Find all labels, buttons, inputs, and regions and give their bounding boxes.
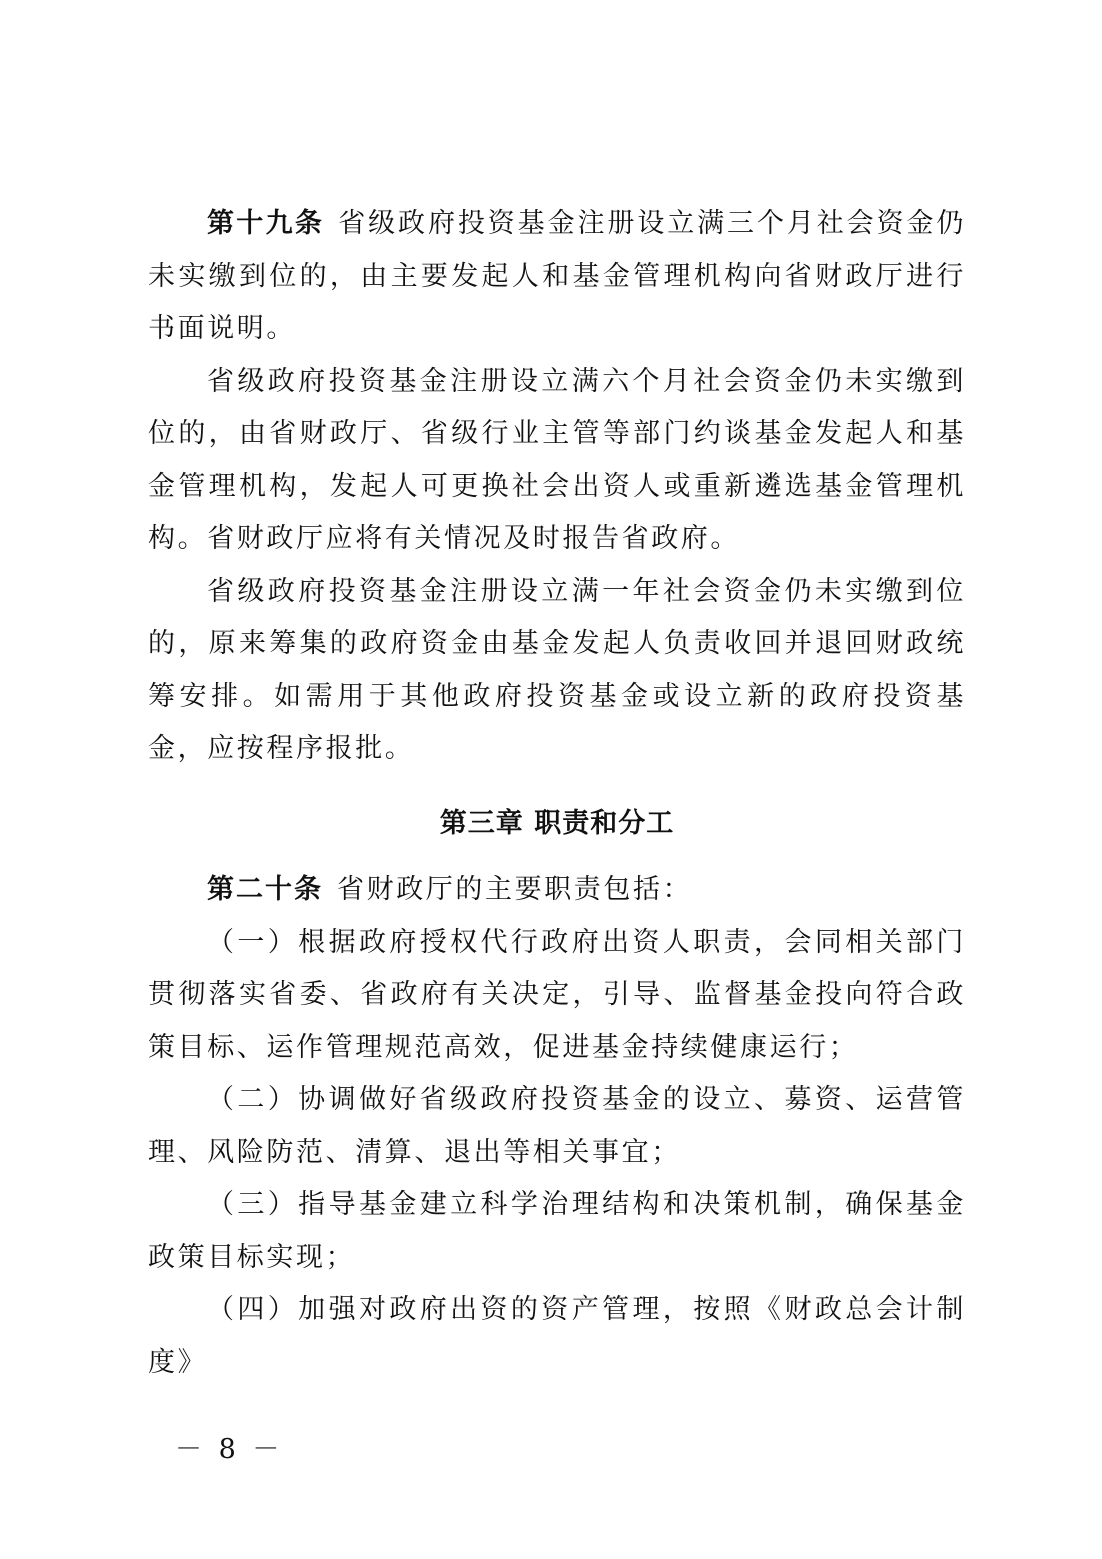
article-19-paragraph-2: 省级政府投资基金注册设立满六个月社会资金仍未实缴到位的，由省财政厅、省级行业主管等部门约谈基金发起人和基金管理机构，发起人可更换社会出资人或重新遴选基金管理机构。省财政厅应将有关情况及时报告省政府。: [148, 365, 966, 554]
article-19-paragraph-3: 省级政府投资基金注册设立满一年社会资金仍未实缴到位的，原来筹集的政府资金由基金发起人负责收回并退回财政统筹安排。如需用于其他政府投资基金或设立新的政府投资基金，应按程序报批。: [148, 575, 966, 764]
article-20-item-2: （二）协调做好省级政府投资基金的设立、募资、运营管理、风险防范、清算、退出等相关事宜；: [148, 1084, 966, 1168]
article-20-label: 第二十条: [207, 874, 323, 905]
article-19-label: 第十九条: [207, 208, 325, 239]
article-20-paragraph-intro: [148, 864, 966, 917]
article-20-intro-text: 省财政厅的主要职责包括：: [337, 874, 693, 905]
page-number: － 8 －: [175, 1434, 284, 1465]
article-20-item-4: （四）加强对政府出资的资产管理，按照《财政总会计制度》: [148, 1294, 966, 1378]
article-19-paragraph-1: [148, 198, 966, 356]
article-20-item-1: （一）根据政府授权代行政府出资人职责，会同相关部门贯彻落实省委、省政府有关决定，引导、监督基金投向符合政策目标、运作管理规范高效，促进基金持续健康运行；: [148, 926, 966, 1063]
article-20-item-3: （三）指导基金建立科学治理结构和决策机制，确保基金政策目标实现；: [148, 1189, 966, 1273]
chapter-heading: 第三章 职责和分工: [439, 807, 675, 839]
document-body: [148, 198, 966, 1389]
article-19-text-1: 省级政府投资基金注册设立满三个月社会资金仍未实缴到位的，由主要发起人和基金管理机构向省财政厅进行书面说明。: [148, 208, 966, 344]
